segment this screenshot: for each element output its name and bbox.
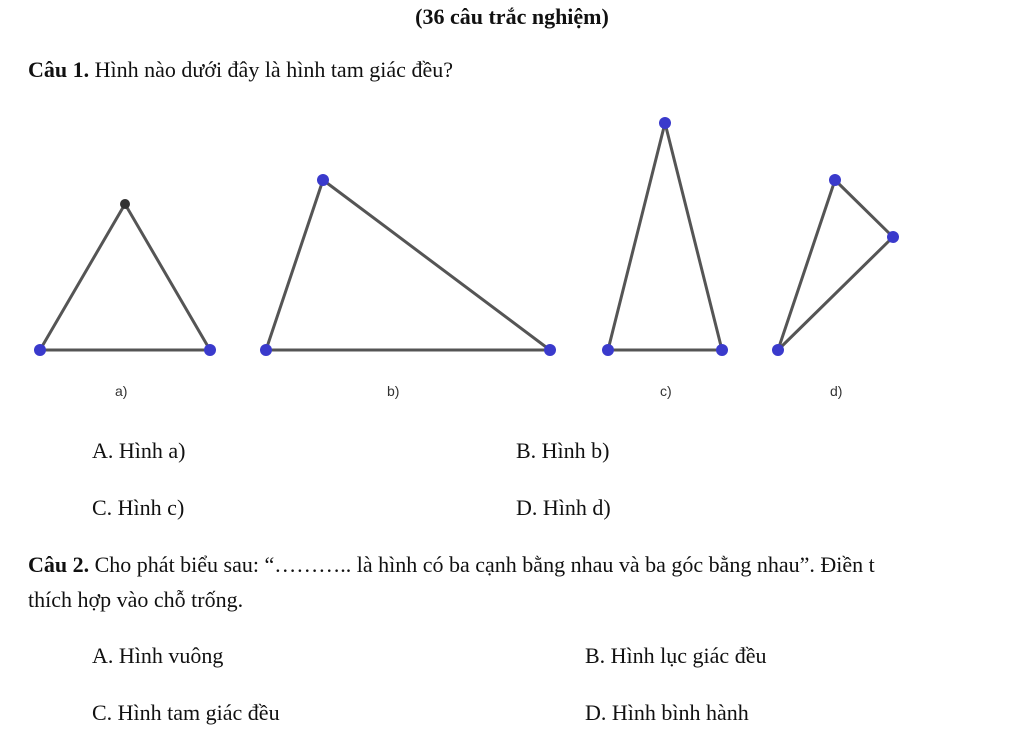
q1-option-b[interactable]: B. Hình b) bbox=[516, 438, 610, 463]
triangle-a-vertex bbox=[34, 344, 46, 356]
figure-label-d: d) bbox=[830, 383, 843, 399]
question-2 bbox=[28, 552, 1024, 578]
triangle-b-edges bbox=[266, 180, 550, 350]
figure-label-c: c) bbox=[660, 383, 672, 399]
triangle-c-vertex bbox=[602, 344, 614, 356]
figure-label-a: a) bbox=[115, 383, 128, 399]
triangle-c-vertex bbox=[659, 117, 671, 129]
triangle-d-vertex bbox=[772, 344, 784, 356]
triangle-b-vertex bbox=[317, 174, 329, 186]
triangle-a bbox=[34, 199, 216, 356]
triangle-d-vertex bbox=[887, 231, 899, 243]
question-1-text: Hình nào dưới đây là hình tam giác đều? bbox=[94, 57, 453, 82]
q1-option-c[interactable]: C. Hình c) bbox=[92, 495, 185, 520]
triangle-a-edges bbox=[40, 204, 210, 350]
q2-option-d[interactable]: D. Hình bình hành bbox=[585, 700, 749, 725]
triangle-b-vertex bbox=[260, 344, 272, 356]
q2-option-a[interactable]: A. Hình vuông bbox=[92, 643, 224, 668]
page-heading: (36 câu trắc nghiệm) bbox=[415, 4, 609, 29]
q2-option-c[interactable]: C. Hình tam giác đều bbox=[92, 700, 280, 725]
triangle-b-vertex bbox=[544, 344, 556, 356]
triangle-c-edges bbox=[608, 123, 722, 350]
triangle-d bbox=[772, 174, 899, 356]
question-2-number: Câu 2. bbox=[28, 552, 90, 577]
question-2-text-line2: thích hợp vào chỗ trống. bbox=[28, 587, 244, 612]
q1-option-d[interactable]: D. Hình d) bbox=[516, 495, 611, 520]
triangle-a-vertex bbox=[204, 344, 216, 356]
q2-option-b[interactable]: B. Hình lục giác đều bbox=[585, 643, 767, 668]
triangle-c bbox=[602, 117, 728, 356]
triangle-c-vertex bbox=[716, 344, 728, 356]
triangle-b bbox=[260, 174, 556, 356]
q1-option-a[interactable]: A. Hình a) bbox=[92, 438, 186, 463]
triangle-d-edges bbox=[778, 180, 893, 350]
triangle-a-vertex bbox=[120, 199, 130, 209]
triangle-d-vertex bbox=[829, 174, 841, 186]
figure-label-b: b) bbox=[387, 383, 400, 399]
question-2-text: Cho phát biểu sau: “……….. là hình có ba cạnh bằng nhau và ba góc bằng nhau”. Điền t bbox=[94, 552, 875, 577]
question-1-number: Câu 1. bbox=[28, 57, 90, 82]
